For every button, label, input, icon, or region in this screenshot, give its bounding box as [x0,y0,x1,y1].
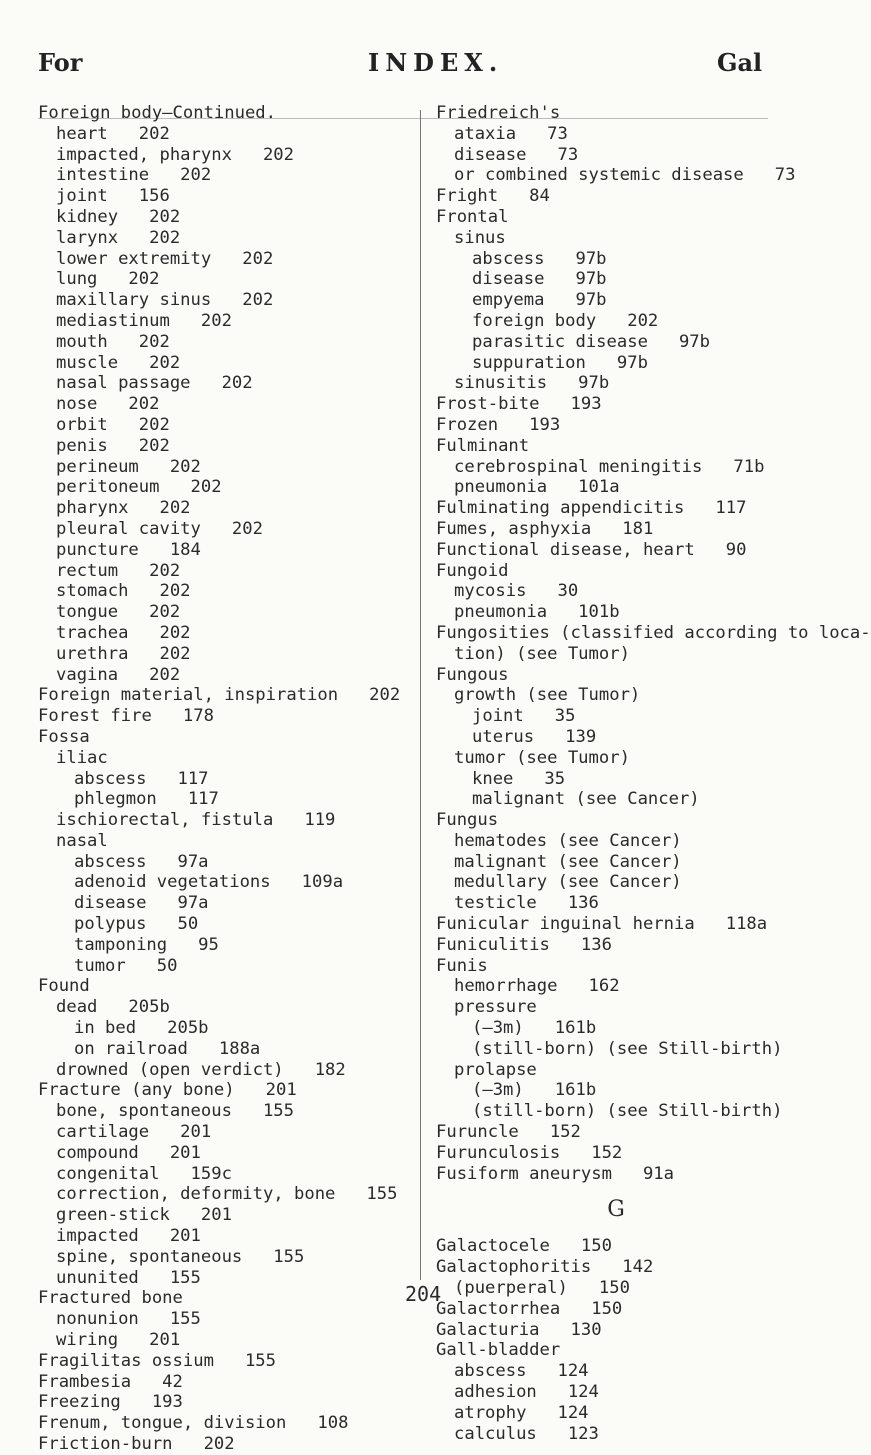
index-entry: rectum 202 [56,560,181,581]
index-entry: Fungosities (classified according to loca- [436,622,871,643]
index-entry: trachea 202 [56,622,191,643]
index-entry: Friction-burn 202 [38,1434,235,1454]
index-entry: polypus 50 [74,914,199,935]
index-entry: maxillary sinus 202 [56,290,274,311]
index-entry: nasal [56,830,108,851]
index-entry: Frozen 193 [436,414,561,435]
index-entry: atrophy 124 [454,1402,589,1423]
index-entry: iliac [56,747,108,768]
index-entry: (—3m) 161b [472,1018,597,1039]
index-entry: Fright 84 [436,186,550,207]
index-entry: uterus 139 [472,726,597,747]
index-entry: Found [38,976,90,997]
index-entry: tumor (see Tumor) [454,747,630,768]
index-entry: hematodes (see Cancer) [454,830,682,851]
index-entry: vagina 202 [56,664,181,685]
index-column-right [420,103,871,1444]
index-entry: Funis [436,955,488,976]
index-entry: stomach 202 [56,581,191,602]
index-entry: joint 156 [56,186,170,207]
index-entry: growth (see Tumor) [454,685,641,706]
index-entry: disease 97a [74,893,209,914]
index-entry: sinusitis 97b [454,373,610,394]
index-entry: (—3m) 161b [472,1080,597,1101]
index-entry: on railroad 188a [74,1038,261,1059]
index-entry: Forest fire 178 [38,706,214,727]
index-entry: green-stick 201 [56,1205,232,1226]
index-entry: Furunculosis 152 [436,1142,623,1163]
index-entry: nose 202 [56,394,160,415]
index-entry: Foreign material, inspiration 202 [38,685,401,706]
index-entry: Funicular inguinal hernia 118a [436,914,768,935]
index-entry: ischiorectal, fistula 119 [56,810,336,831]
index-entry: congenital 159c [56,1163,232,1184]
index-entry: muscle 202 [56,352,181,373]
index-entry: pressure [454,997,537,1018]
index-entry: (still-born) (see Still-birth) [472,1101,783,1122]
index-entry: heart 202 [56,123,170,144]
index-entry: Fragilitas ossium 155 [38,1350,276,1371]
index-entry: Fungus [436,810,499,831]
index-entry: puncture 184 [56,539,201,560]
index-entry: abscess 97a [74,851,209,872]
index-entry: Fracture (any bone) 201 [38,1080,297,1101]
index-entry: Fractured bone [38,1288,183,1309]
index-column-left [38,103,408,1455]
index-entry: parasitic disease 97b [472,331,710,352]
index-entry: pharynx 202 [56,498,191,519]
index-entry: Fusiform aneurysm 91a [436,1163,674,1184]
index-entry: malignant (see Cancer) [454,851,682,872]
index-entry: Fossa [38,726,90,747]
index-entry: abscess 97b [472,248,607,269]
section-letter: G [607,1197,625,1223]
index-entry: or combined systemic disease 73 [454,165,796,186]
index-entry: Functional disease, heart 90 [436,539,747,560]
index-entry: Frambesia 42 [38,1371,183,1392]
index-entry: suppuration 97b [472,352,648,373]
index-entry: Freezing 193 [38,1392,183,1413]
index-entry: foreign body 202 [472,310,659,331]
index-entry: ununited 155 [56,1267,201,1288]
index-entry: pneumonia 101b [454,602,620,623]
index-entry: tumor 50 [74,955,178,976]
index-entry: Galactophoritis 142 [436,1257,654,1278]
index-entry: Frontal [436,206,509,227]
index-entry: lower extremity 202 [56,248,274,269]
index-entry: Frenum, tongue, division 108 [38,1413,349,1434]
index-entry: Funiculitis 136 [436,934,612,955]
index-entry: nasal passage 202 [56,373,253,394]
index-entry: larynx 202 [56,227,181,248]
index-entry: intestine 202 [56,165,212,186]
index-entry: Foreign body—Continued. [38,103,276,123]
header-right-guide-word: Gal [717,48,763,77]
index-entry: urethra 202 [56,643,191,664]
index-entry: perineum 202 [56,456,201,477]
header-title: INDEX. [368,48,504,77]
index-entry: phlegmon 117 [74,789,219,810]
index-entry: joint 35 [472,706,576,727]
index-entry: orbit 202 [56,414,170,435]
index-entry: Galactorrhea 150 [436,1298,623,1319]
index-entry: peritoneum 202 [56,477,222,498]
index-entry: medullary (see Cancer) [454,872,682,893]
index-entry: hemorrhage 162 [454,976,620,997]
index-entry: mycosis 30 [454,581,579,602]
index-entry: Fungoid [436,560,509,581]
index-entry: cartilage 201 [56,1122,212,1143]
index-entry: mediastinum 202 [56,310,232,331]
index-entry: pleural cavity 202 [56,518,263,539]
index-entry: correction, deformity, bone 155 [56,1184,398,1205]
index-entry: lung 202 [56,269,160,290]
index-entry: impacted 201 [56,1226,201,1247]
index-entry: mouth 202 [56,331,170,352]
index-entry: pneumonia 101a [454,477,620,498]
index-entry: in bed 205b [74,1018,209,1039]
index-entry: empyema 97b [472,290,607,311]
index-entry: abscess 124 [454,1361,589,1382]
index-entry: Frost-bite 193 [436,394,602,415]
index-entry: (still-born) (see Still-birth) [472,1038,783,1059]
index-entry: Fungous [436,664,509,685]
index-entry: adhesion 124 [454,1382,599,1403]
index-entry: penis 202 [56,435,170,456]
index-entry: tamponing 95 [74,934,219,955]
index-entry: knee 35 [472,768,566,789]
header-left-guide-word: For [38,48,83,77]
index-entry: spine, spontaneous 155 [56,1246,305,1267]
index-entry: bone, spontaneous 155 [56,1101,294,1122]
index-entry: abscess 117 [74,768,209,789]
index-entry: tongue 202 [56,602,181,623]
index-entry: dead 205b [56,997,170,1018]
index-entry: disease 73 [454,144,579,165]
index-entry: impacted, pharynx 202 [56,144,294,165]
page-header [0,48,801,88]
index-entry: Fulminating appendicitis 117 [436,498,747,519]
index-entry: tion) (see Tumor) [454,643,630,664]
index-entry: sinus [454,227,506,248]
index-entry: testicle 136 [454,893,599,914]
index-entry: Galactocele 150 [436,1236,612,1257]
index-entry: compound 201 [56,1142,201,1163]
index-entry: kidney 202 [56,206,181,227]
page-number: 204 [405,1282,442,1306]
index-entry: Gall-bladder [436,1340,561,1361]
index-entry: cerebrospinal meningitis 71b [454,456,765,477]
index-entry: Furuncle 152 [436,1122,581,1143]
index-entry: prolapse [454,1059,537,1080]
index-entry: adenoid vegetations 109a [74,872,344,893]
index-entry: Friedreich's [436,103,561,123]
index-entry: disease 97b [472,269,607,290]
index-entry: malignant (see Cancer) [472,789,700,810]
index-entry: nonunion 155 [56,1309,201,1330]
index-entry: calculus 123 [454,1423,599,1444]
index-entry: Fumes, asphyxia 181 [436,518,654,539]
index-entry: ataxia 73 [454,123,568,144]
index-entry: wiring 201 [56,1330,181,1351]
index-entry: Fulminant [436,435,530,456]
index-entry: (puerperal) 150 [454,1278,630,1299]
index-entry: Galacturia 130 [436,1319,602,1340]
index-entry: drowned (open verdict) 182 [56,1059,346,1080]
